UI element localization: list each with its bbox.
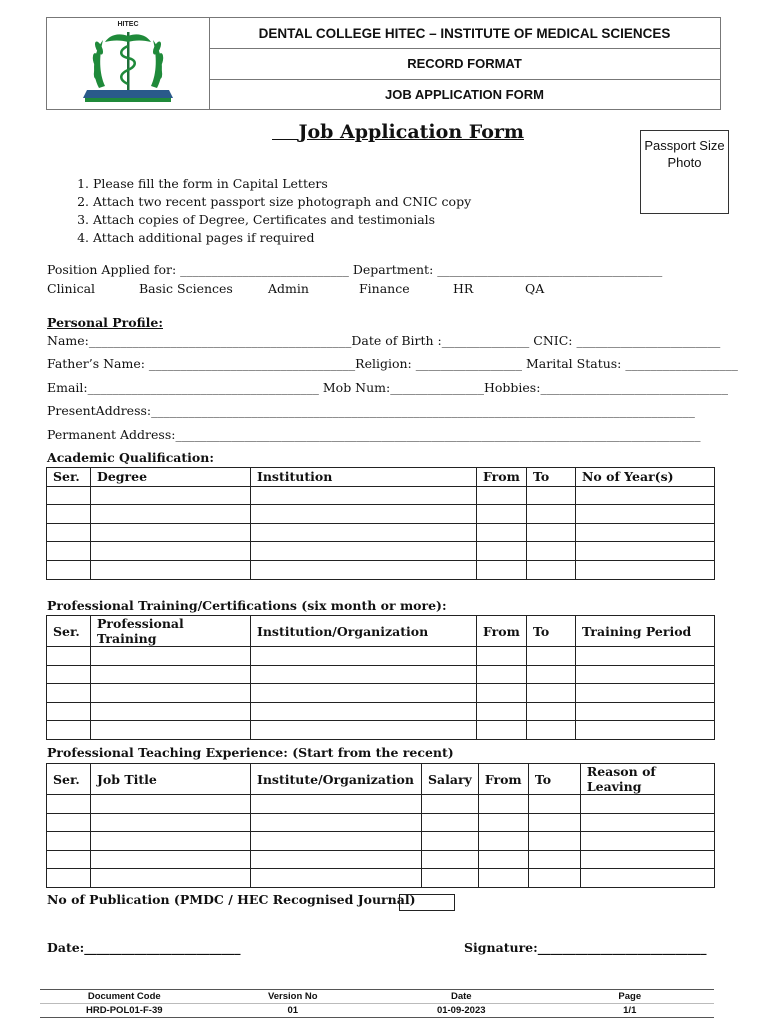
col-header: Ser. [47, 764, 91, 795]
document-footer [40, 989, 714, 1018]
table-cell[interactable] [91, 505, 251, 524]
institute-name: DENTAL COLLEGE HITEC – INSTITUTE OF MEDICAL SCIENCES [209, 18, 720, 49]
option-qa[interactable]: QA [525, 281, 545, 296]
table-cell[interactable] [477, 486, 527, 505]
table-cell[interactable] [91, 795, 251, 814]
table-cell[interactable] [47, 523, 91, 542]
instruction-item: 3. Attach copies of Degree, Certificates and testimonials [93, 211, 471, 229]
table-cell[interactable] [251, 665, 477, 684]
table-cell[interactable] [91, 832, 251, 851]
table-cell[interactable] [477, 647, 527, 666]
table-cell[interactable] [576, 505, 715, 524]
table-cell[interactable] [47, 684, 91, 703]
father-label: Father’s Name: [47, 356, 145, 371]
cnic-field[interactable]: _______________________ [576, 333, 721, 348]
table-cell[interactable] [47, 665, 91, 684]
table-cell[interactable] [527, 721, 576, 740]
table-cell[interactable] [251, 486, 477, 505]
table-cell[interactable] [47, 702, 91, 721]
header-box [46, 17, 721, 110]
table-cell[interactable] [91, 486, 251, 505]
table-cell[interactable] [251, 684, 477, 703]
table-cell[interactable] [251, 702, 477, 721]
marital-field[interactable]: __________________ [625, 356, 738, 371]
table-row [47, 647, 715, 666]
instruction-item: 2. Attach two recent passport size photograph and CNIC copy [93, 193, 471, 211]
permanent-address-field[interactable]: ____________________________________________________________________________________ [175, 427, 701, 442]
table-cell[interactable] [422, 813, 479, 832]
table-cell[interactable] [251, 647, 477, 666]
table-cell[interactable] [251, 795, 422, 814]
mob-label: Mob Num: [322, 380, 391, 395]
logo-text: HITEC [117, 21, 139, 28]
passport-photo-box[interactable]: Passport Size Photo [640, 130, 729, 214]
col-header: From [477, 468, 527, 487]
table-cell[interactable] [251, 832, 422, 851]
form-name: JOB APPLICATION FORM [385, 86, 544, 102]
table-cell[interactable] [576, 721, 715, 740]
table-cell[interactable] [576, 665, 715, 684]
department-label: Department: [352, 262, 434, 277]
signature-field[interactable]: ___________________________ [537, 940, 707, 955]
table-cell[interactable] [91, 813, 251, 832]
table-cell[interactable] [528, 832, 580, 851]
table-cell[interactable] [477, 721, 527, 740]
col-header: Training Period [576, 616, 715, 647]
email-label: Email: [47, 380, 88, 395]
table-row [47, 813, 715, 832]
table-cell[interactable] [422, 869, 479, 888]
table-cell[interactable] [576, 560, 715, 579]
table-cell[interactable] [251, 505, 477, 524]
name-line [47, 333, 720, 348]
table-cell[interactable] [477, 542, 527, 561]
dob-label: Date of Birth : [351, 333, 442, 348]
hitec-logo [47, 18, 210, 109]
document-code: HRD-POL01-F-39 [85, 1005, 163, 1016]
col-header: To [527, 616, 576, 647]
col-header: Institute/Organization [251, 764, 422, 795]
table-cell[interactable] [580, 850, 714, 869]
table-cell[interactable] [527, 647, 576, 666]
table-cell[interactable] [47, 832, 91, 851]
table-cell[interactable] [477, 523, 527, 542]
email-field[interactable]: _____________________________________ [87, 380, 319, 395]
table-row [47, 850, 715, 869]
footer-header: Page [618, 991, 642, 1002]
table-cell[interactable] [576, 647, 715, 666]
signature-line [464, 940, 706, 955]
table-cell[interactable] [47, 486, 91, 505]
table-cell[interactable] [528, 813, 580, 832]
table-cell[interactable] [576, 684, 715, 703]
table-header-row [47, 616, 715, 647]
table-cell[interactable] [422, 832, 479, 851]
col-header: Job Title [91, 764, 251, 795]
position-field[interactable]: ___________________________ [180, 262, 353, 277]
col-header: Reason of Leaving [580, 764, 714, 795]
table-row [47, 869, 715, 888]
version-no: 01 [287, 1005, 299, 1016]
col-header: No of Year(s) [576, 468, 715, 487]
option-basic-sciences[interactable]: Basic Sciences [139, 281, 233, 296]
table-cell[interactable] [91, 665, 251, 684]
teaching-heading: Professional Teaching Experience: (Start from the recent) [47, 745, 454, 760]
table-cell[interactable] [251, 721, 477, 740]
table-row [47, 721, 715, 740]
table-row [47, 832, 715, 851]
training-table [46, 615, 715, 740]
table-cell[interactable] [47, 869, 91, 888]
table-cell[interactable] [477, 505, 527, 524]
col-header: Professional Training [91, 616, 251, 647]
table-cell[interactable] [477, 684, 527, 703]
footer-header: Version No [267, 991, 318, 1002]
table-cell[interactable] [251, 542, 477, 561]
record-format: RECORD FORMAT [209, 48, 720, 80]
publication-count-field[interactable] [399, 894, 455, 911]
col-header: Degree [91, 468, 251, 487]
table-cell[interactable] [47, 850, 91, 869]
table-row [47, 702, 715, 721]
hobbies-label: Hobbies: [483, 380, 541, 395]
table-cell[interactable] [91, 702, 251, 721]
col-header: To [527, 468, 576, 487]
table-cell[interactable] [477, 702, 527, 721]
footer-header: Date [450, 991, 472, 1002]
table-cell[interactable] [91, 684, 251, 703]
instruction-item: 1. Please fill the form in Capital Letters [93, 175, 471, 193]
table-cell[interactable] [91, 542, 251, 561]
table-cell[interactable] [47, 721, 91, 740]
personal-profile-heading: Personal Profile: [47, 315, 163, 330]
table-cell[interactable] [576, 486, 715, 505]
date-field[interactable]: _________________________ [84, 940, 241, 955]
table-cell[interactable] [580, 795, 714, 814]
table-cell[interactable] [528, 850, 580, 869]
table-cell[interactable] [91, 869, 251, 888]
date-label: Date: [47, 940, 85, 955]
table-cell[interactable] [528, 795, 580, 814]
table-cell[interactable] [576, 702, 715, 721]
table-cell[interactable] [576, 523, 715, 542]
teaching-table [46, 763, 715, 888]
table-cell[interactable] [478, 850, 528, 869]
table-cell[interactable] [527, 665, 576, 684]
col-header: To [528, 764, 580, 795]
table-cell[interactable] [91, 850, 251, 869]
present-address-field[interactable]: _______________________________________________________________________________________ [151, 403, 695, 418]
religion-label: Religion: [355, 356, 412, 371]
table-row [47, 795, 715, 814]
table-header-row [47, 468, 715, 487]
table-cell[interactable] [251, 523, 477, 542]
table-cell[interactable] [47, 795, 91, 814]
footer-header: Document Code [87, 991, 161, 1002]
father-field[interactable]: _________________________________ [148, 356, 356, 371]
mob-field[interactable]: _______________ [390, 380, 484, 395]
table-row [47, 665, 715, 684]
present-address-line [47, 403, 695, 418]
table-cell[interactable] [91, 523, 251, 542]
table-header-row [47, 764, 715, 795]
table-cell[interactable] [477, 665, 527, 684]
table-cell[interactable] [580, 832, 714, 851]
table-cell[interactable] [477, 560, 527, 579]
marital-label: Marital Status: [525, 356, 622, 371]
table-cell[interactable] [527, 542, 576, 561]
table-cell[interactable] [47, 505, 91, 524]
page-number: 1/1 [623, 1005, 637, 1016]
instructions-list [70, 175, 471, 247]
table-cell[interactable] [580, 813, 714, 832]
permanent-address-label: Permanent Address: [47, 427, 176, 442]
table-row [47, 523, 715, 542]
col-header: Ser. [47, 616, 91, 647]
col-header: From [477, 616, 527, 647]
table-row [47, 560, 715, 579]
table-cell[interactable] [576, 542, 715, 561]
instruction-item: 4. Attach additional pages if required [93, 229, 471, 247]
col-header: Salary [422, 764, 479, 795]
table-cell[interactable] [91, 721, 251, 740]
table-cell[interactable] [47, 542, 91, 561]
position-line [47, 262, 662, 277]
email-line [47, 380, 728, 395]
table-cell[interactable] [91, 560, 251, 579]
table-cell[interactable] [251, 850, 422, 869]
table-row [47, 486, 715, 505]
option-hr[interactable]: HR [453, 281, 474, 296]
page-title [272, 121, 524, 143]
signature-label: Signature: [464, 940, 538, 955]
table-cell[interactable] [47, 813, 91, 832]
table-cell[interactable] [478, 869, 528, 888]
option-finance[interactable]: Finance [359, 281, 410, 296]
hobbies-field[interactable]: ______________________________ [540, 380, 728, 395]
option-clinical[interactable]: Clinical [47, 281, 96, 296]
table-cell[interactable] [527, 684, 576, 703]
table-cell[interactable] [580, 869, 714, 888]
table-row [47, 684, 715, 703]
table-cell[interactable] [47, 560, 91, 579]
option-admin[interactable]: Admin [268, 281, 309, 296]
table-cell[interactable] [422, 795, 479, 814]
table-cell[interactable] [527, 486, 576, 505]
academic-table [46, 467, 715, 580]
name-label: Name: [47, 333, 89, 348]
table-cell[interactable] [527, 505, 576, 524]
table-row [47, 505, 715, 524]
date-line [47, 940, 241, 955]
col-header: From [478, 764, 528, 795]
table-cell[interactable] [91, 647, 251, 666]
table-cell[interactable] [251, 869, 422, 888]
table-cell[interactable] [251, 560, 477, 579]
permanent-address-line [47, 427, 700, 442]
religion-field[interactable]: _________________ [415, 356, 522, 371]
footer-value-row [40, 1004, 714, 1017]
col-header: Institution [251, 468, 477, 487]
cnic-label: CNIC: [533, 333, 573, 348]
document-date: 01-09-2023 [436, 1005, 486, 1016]
caduceus-logo-icon [47, 18, 209, 109]
table-cell[interactable] [47, 647, 91, 666]
table-cell[interactable] [251, 813, 422, 832]
academic-heading: Academic Qualification: [47, 450, 214, 465]
table-cell[interactable] [527, 523, 576, 542]
table-cell[interactable] [478, 813, 528, 832]
present-address-label: PresentAddress: [47, 403, 152, 418]
position-label: Position Applied for: [47, 262, 177, 277]
dob-field[interactable]: ______________ [441, 333, 530, 348]
table-cell[interactable] [527, 702, 576, 721]
table-cell[interactable] [422, 850, 479, 869]
col-header: Ser. [47, 468, 91, 487]
col-header: Institution/Organization [251, 616, 477, 647]
table-cell[interactable] [527, 560, 576, 579]
table-cell[interactable] [528, 869, 580, 888]
table-row [47, 542, 715, 561]
table-cell[interactable] [478, 795, 528, 814]
table-cell[interactable] [478, 832, 528, 851]
department-field[interactable]: ____________________________________ [437, 262, 663, 277]
publication-label: No of Publication (PMDC / HEC Recognised Journal) [47, 892, 416, 907]
name-field[interactable]: __________________________________________ [88, 333, 352, 348]
father-line [47, 356, 738, 371]
page-title-text: Job Application Form [298, 121, 524, 143]
footer-header-row [40, 990, 714, 1004]
training-heading: Professional Training/Certifications (six month or more): [47, 598, 447, 613]
